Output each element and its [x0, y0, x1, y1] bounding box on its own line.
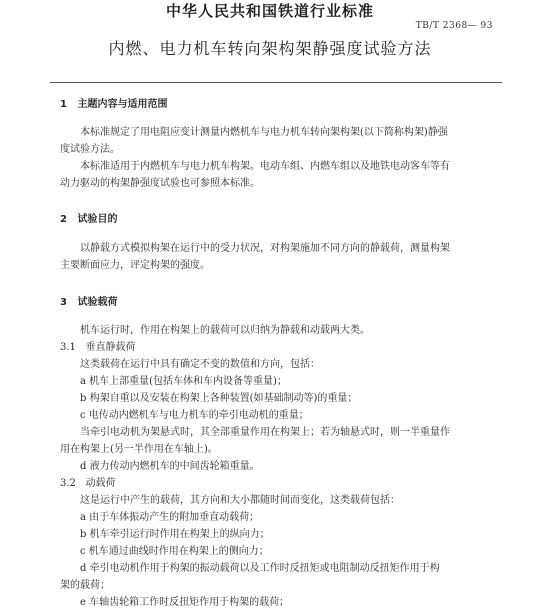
subsection-title: 垂直静载荷	[85, 342, 136, 353]
list-item: c 电传动内燃机车与电力机车的牵引电动机的重量；	[80, 410, 309, 421]
document-title: 内燃、电力机车转向架构架静强度试验方法	[108, 39, 432, 58]
list-item: b 机车牵引运行时作用在构架上的纵向力；	[80, 529, 270, 540]
paragraph-continuation: 架的载荷；	[60, 580, 110, 591]
paragraph-continuation: 度试验方法。	[60, 144, 120, 155]
section-1-heading	[60, 95, 167, 110]
list-item: b 构架自重以及安装在构架上各种装置(如基础制动等)的重量；	[80, 393, 358, 404]
section-number: 2	[60, 214, 67, 225]
paragraph: 这是运行中产生的载荷，其方向和大小都随时间而变化，这类载荷包括：	[80, 495, 400, 506]
subsection-3-1-heading	[60, 339, 500, 356]
paragraph-continuation: 用在构架上(另一半作用在车轴上)。	[60, 444, 218, 455]
paragraph: 这类载荷在运行中具有确定不变的数值和方向，包括：	[80, 359, 320, 370]
subsection-3-2-heading	[60, 475, 500, 492]
paragraph: 以静载方式模拟构架在运行中的受力状况，对构架施加不同方向的静载荷，测量构架	[80, 243, 450, 254]
list-item: a 机车上部重量(包括车体和车内设备等重量)；	[80, 376, 287, 387]
section-number: 1	[60, 99, 67, 110]
list-item: e 车轴齿轮箱工作时反扭矩作用于构架的载荷；	[80, 597, 290, 608]
section-2-heading	[60, 210, 117, 225]
list-item: d 液力传动内燃机车的中间齿轮箱重量。	[80, 461, 260, 472]
section-3-heading	[60, 293, 117, 308]
section-title: 主题内容与适用范围	[77, 99, 168, 110]
list-item: d 牵引电动机作用于构架的振动载荷以及工作时反扭矩或电阻制动反扭矩作用于构	[80, 563, 440, 574]
paragraph: 当牵引电动机为架悬式时，其全部重量作用在构架上；若为轴悬式时，则一半重量作	[80, 427, 450, 438]
section-title: 试验目的	[77, 214, 118, 225]
section-title: 试验载荷	[77, 297, 118, 308]
paragraph: 本标准规定了用电阻应变计测量内燃机车与电力机车转向架构架(以下简称构架)静强	[80, 127, 448, 138]
list-item: a 由于车体振动产生的附加垂直动载荷；	[80, 512, 260, 523]
subsection-number: 3.2	[60, 478, 76, 489]
paragraph: 本标准适用于内燃机车与电力机车构架。电动车组、内燃车组以及地铁电动客车等有	[80, 161, 450, 172]
paragraph: 机车运行时，作用在构架上的载荷可以归纳为静载和动载两大类。	[80, 325, 370, 336]
title-divider	[50, 82, 502, 83]
paragraph-continuation: 主要断面应力，评定构架的强度。	[60, 260, 210, 271]
list-item: c 机车通过曲线时作用在构架上的侧向力；	[80, 546, 269, 557]
subsection-title: 动载荷	[85, 478, 116, 489]
issuing-authority-heading: 中华人民共和国铁道行业标准	[165, 2, 374, 20]
section-number: 3	[60, 297, 67, 308]
standard-code: TB/T 2368— 93	[415, 21, 493, 31]
paragraph-continuation: 动力驱动的构架静强度试验也可参照本标准。	[60, 178, 260, 189]
subsection-number: 3.1	[60, 342, 76, 353]
